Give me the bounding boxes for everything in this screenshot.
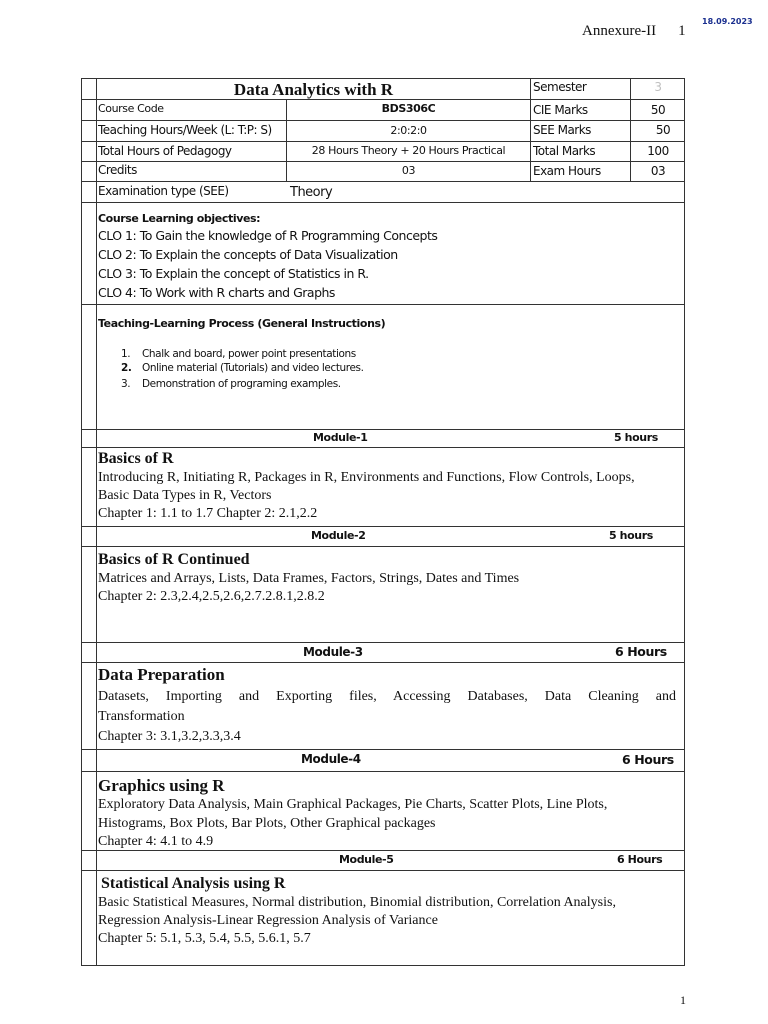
row-rule	[81, 120, 685, 121]
objective-item: CLO 2: To Explain the concepts of Data Visualization	[98, 247, 398, 262]
semester-label: Semester	[533, 80, 587, 94]
objective-item: CLO 3: To Explain the concept of Statistics in R.	[98, 266, 369, 281]
teaching-item-number: 3.	[121, 378, 131, 390]
module-title: Basics of R Continued	[98, 551, 250, 568]
cie-marks-label: CIE Marks	[533, 103, 588, 117]
module-hours: 5 hours	[614, 431, 658, 444]
objective-item: CLO 1: To Gain the knowledge of R Programming Concepts	[98, 228, 438, 243]
row-rule	[81, 202, 685, 203]
left-margin-rule	[96, 78, 97, 966]
row-rule	[81, 749, 685, 750]
module-content-line: Histograms, Box Plots, Bar Plots, Other Graphical packages	[98, 816, 436, 831]
module-hours: 5 hours	[609, 529, 653, 542]
module-content-line: Matrices and Arrays, Lists, Data Frames, Factors, Strings, Dates and Times	[98, 571, 520, 586]
document-date: 18.09.2023	[702, 17, 753, 26]
pedagogy-hours-label: Total Hours of Pedagogy	[98, 144, 232, 158]
module-hours: 6 Hours	[622, 752, 674, 767]
row-rule	[81, 447, 685, 448]
see-marks-value: 50	[655, 123, 671, 137]
module-content-line: Chapter 1: 1.1 to 1.7 Chapter 2: 2.1,2.2	[98, 506, 318, 521]
annexure-label	[582, 23, 686, 40]
row-rule	[81, 870, 685, 871]
module-hours: 6 Hours	[617, 853, 663, 866]
row-rule	[81, 304, 685, 305]
module-title: Statistical Analysis using R	[101, 875, 286, 892]
module-title: Basics of R	[98, 450, 174, 467]
module-content-line: Introducing R, Initiating R, Packages in R, Environments and Functions, Flow Controls, Loops,	[98, 470, 635, 485]
module-content-line: Chapter 5: 5.1, 5.3, 5.4, 5.5, 5.6.1, 5.7	[98, 931, 311, 946]
total-marks-label: Total Marks	[533, 144, 596, 158]
module-content-line: Chapter 3: 3.1,3.2,3.3,3.4	[98, 729, 241, 744]
semester-value: 3	[654, 80, 662, 94]
exam-type-label: Examination type (SEE)	[98, 184, 229, 198]
module-title: Graphics using R	[98, 776, 225, 795]
annexure-text: Annexure-II	[582, 23, 657, 39]
cie-marks-value: 50	[650, 103, 666, 117]
row-rule	[81, 526, 685, 527]
module-content-line: Transformation	[98, 709, 185, 724]
module-label: Module-2	[311, 529, 366, 542]
exam-hours-value: 03	[650, 164, 666, 178]
row-rule	[81, 771, 685, 772]
course-code-value: BDS306C	[381, 102, 436, 115]
teaching-item-text: Online material (Tutorials) and video lectures.	[142, 362, 364, 374]
row-rule	[81, 850, 685, 851]
row-rule	[81, 642, 685, 643]
row-rule	[81, 161, 685, 162]
module-label: Module-5	[339, 853, 394, 866]
row-rule	[81, 181, 685, 182]
row-rule	[81, 662, 685, 663]
module-content-line: Exploratory Data Analysis, Main Graphical Packages, Pie Charts, Scatter Plots, Line Plots,	[98, 797, 608, 812]
teaching-item-text: Demonstration of programing examples.	[142, 378, 341, 390]
course-title: Data Analytics with R	[233, 80, 394, 99]
row-rule	[81, 141, 685, 142]
pedagogy-hours-value: 28 Hours Theory + 20 Hours Practical	[311, 144, 506, 157]
module-content-line: Basic Data Types in R, Vectors	[98, 488, 272, 503]
module-label: Module-4	[301, 752, 361, 766]
module-content-line: Chapter 4: 4.1 to 4.9	[98, 834, 214, 849]
module-content-line: Regression Analysis-Linear Regression Analysis of Variance	[98, 913, 438, 928]
header-page-number: 1	[678, 23, 686, 39]
teaching-item-number: 2.	[121, 362, 132, 374]
objective-item: CLO 4: To Work with R charts and Graphs	[98, 285, 335, 300]
exam-type-value: Theory	[290, 185, 333, 200]
teaching-item-number: 1.	[121, 348, 131, 360]
module-content-line: Chapter 2: 2.3,2.4,2.5,2.6,2.7.2.8.1,2.8.2	[98, 589, 325, 604]
teaching-hours-value: 2:0:2:0	[390, 124, 427, 137]
teaching-process-heading: Teaching-Learning Process (General Instructions)	[98, 317, 386, 330]
course-code-label: Course Code	[98, 102, 164, 115]
module-content-line: Basic Statistical Measures, Normal distribution, Binomial distribution, Correlation Analysis,	[98, 895, 616, 910]
credits-value: 03	[401, 164, 416, 177]
module-hours: 6 Hours	[615, 644, 667, 659]
exam-hours-label: Exam Hours	[533, 164, 601, 178]
row-rule	[81, 546, 685, 547]
teaching-hours-label: Teaching Hours/Week (L: T:P: S)	[98, 123, 272, 137]
module-content-line: Datasets, Importing and Exporting files, Accessing Databases, Data Cleaning and	[98, 689, 676, 704]
total-marks-value: 100	[647, 144, 669, 158]
module-label: Module-3	[303, 645, 363, 659]
objectives-heading: Course Learning objectives:	[98, 212, 261, 225]
column-rule	[530, 78, 531, 181]
see-marks-label: SEE Marks	[533, 123, 591, 137]
teaching-item-text: Chalk and board, power point presentations	[142, 348, 356, 360]
module-label: Module-1	[313, 431, 368, 444]
credits-label: Credits	[98, 163, 137, 177]
footer-page-number: 1	[680, 993, 686, 1007]
row-rule	[81, 429, 685, 430]
module-title: Data Preparation	[98, 665, 225, 684]
